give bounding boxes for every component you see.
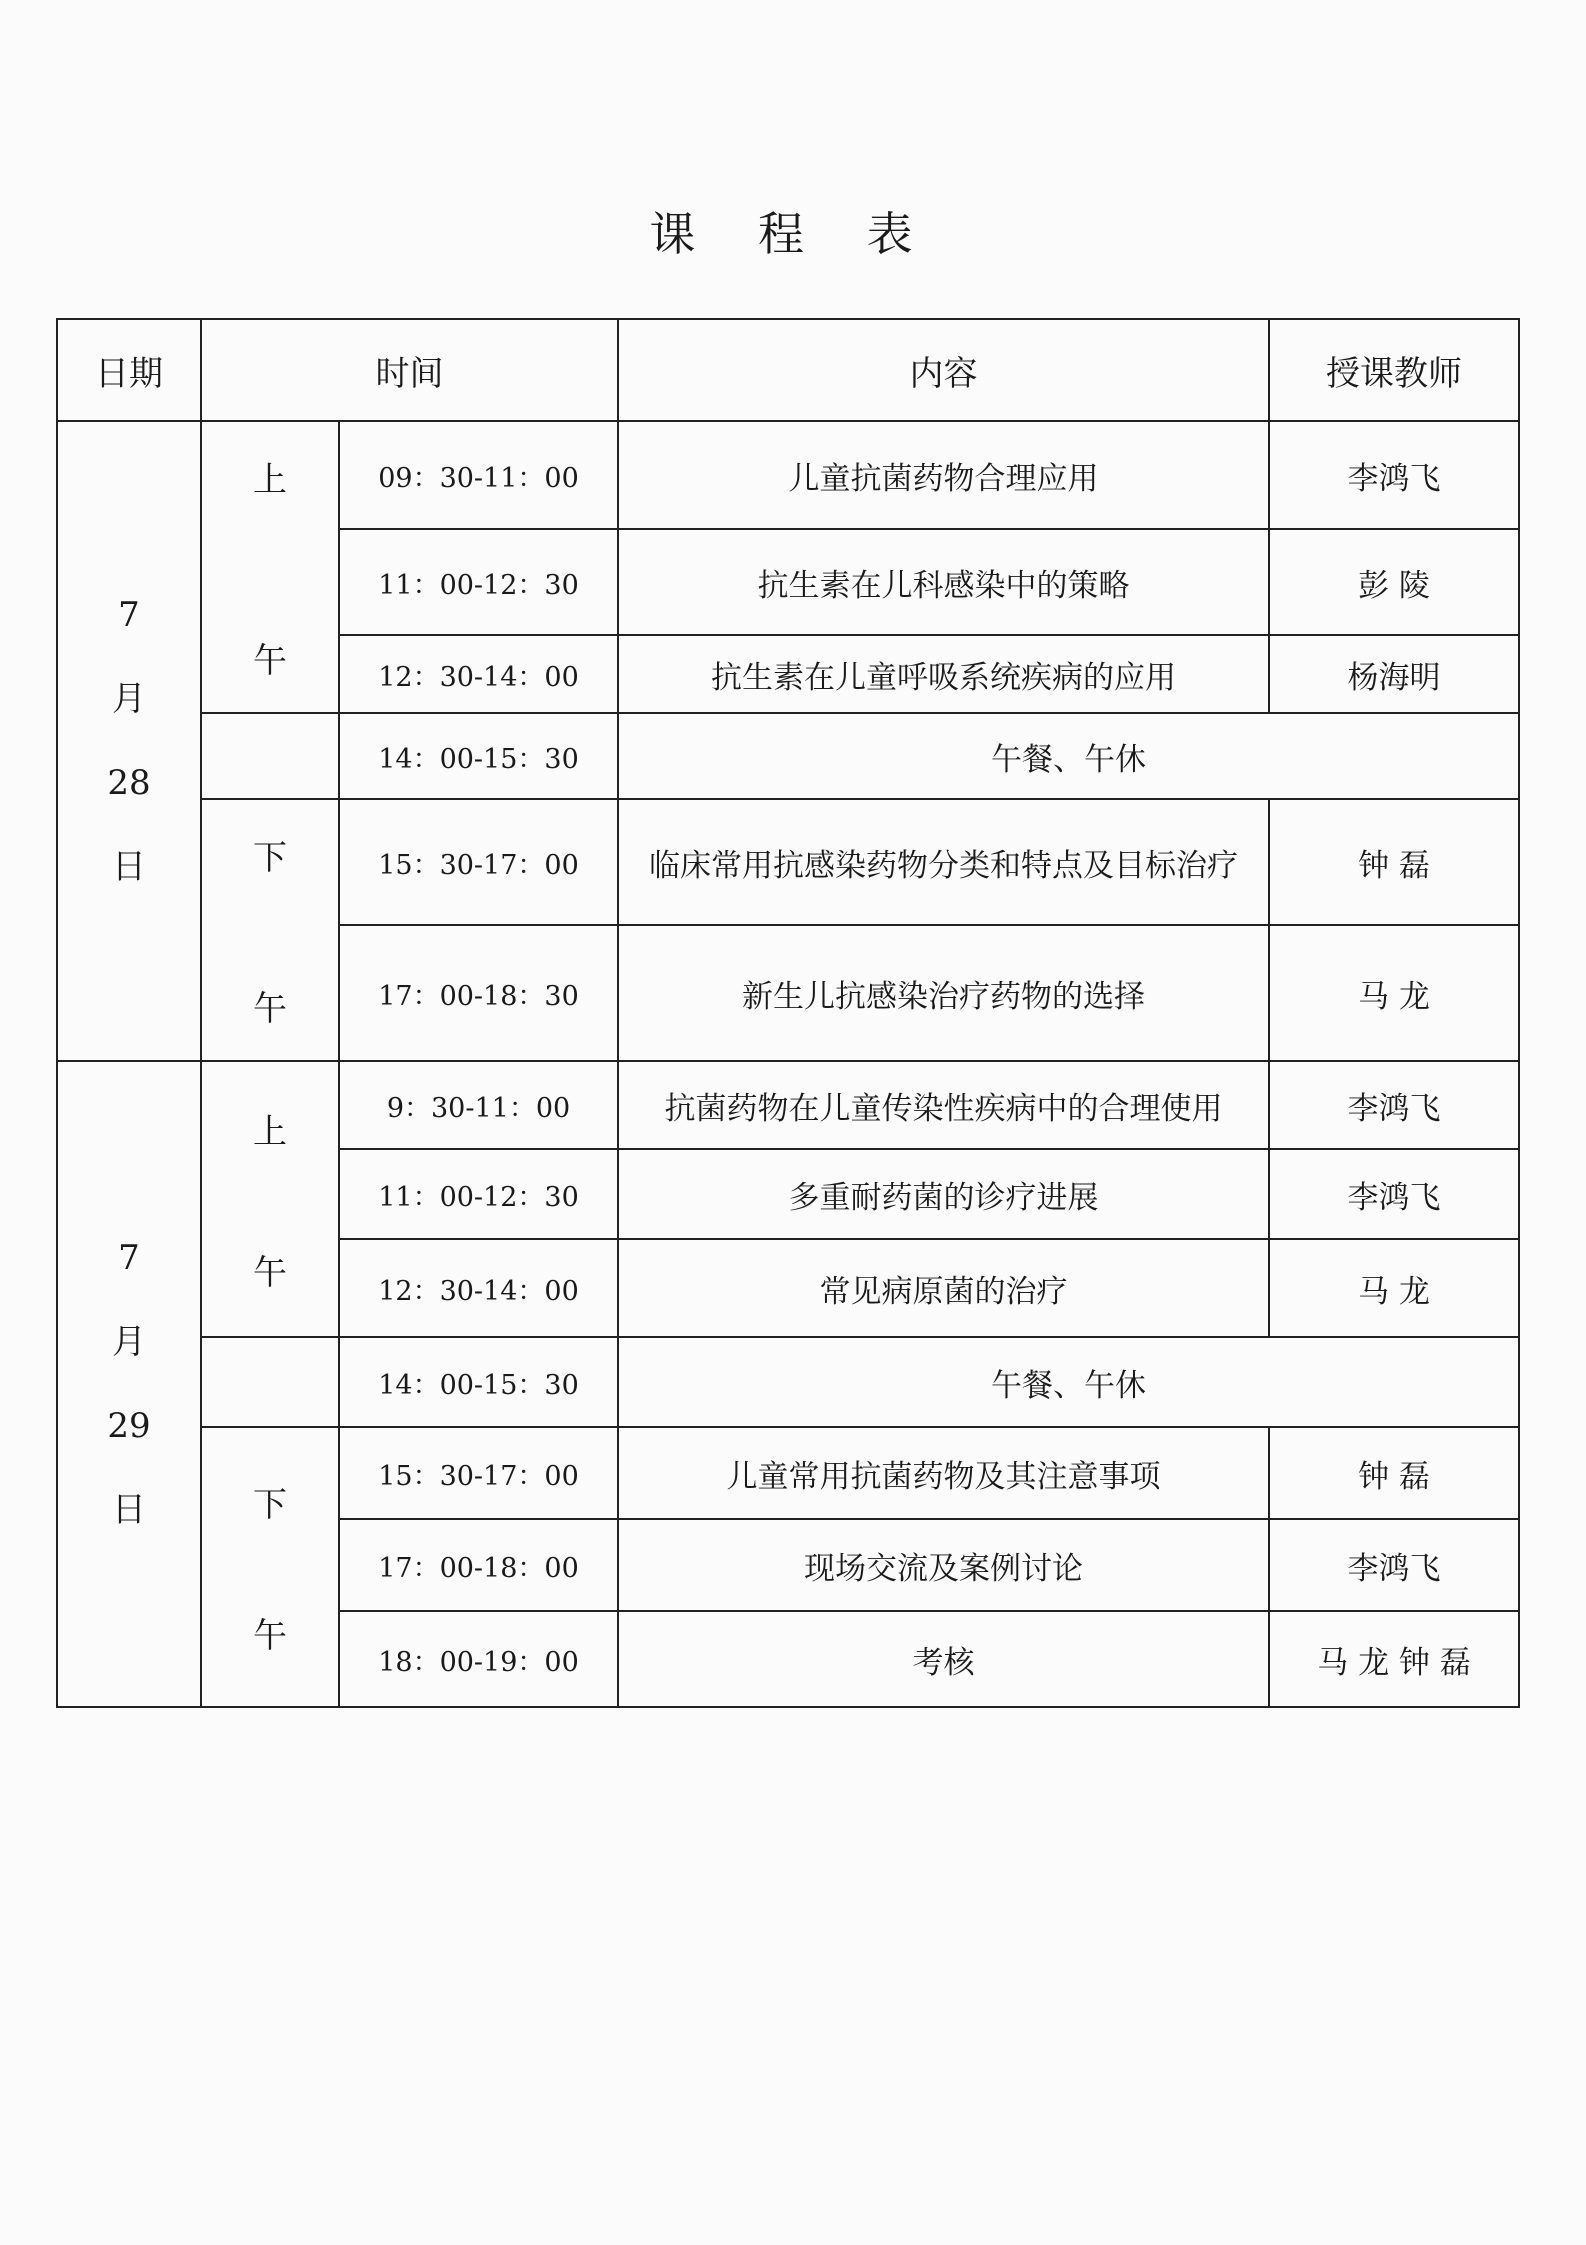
teacher-cell: 彭 陵 (1269, 529, 1519, 635)
half-label-top: 上 (253, 460, 287, 500)
empty-half-cell (201, 1337, 339, 1427)
date-char: 29 (107, 1406, 151, 1446)
morning-label-day1 (201, 421, 339, 713)
content-cell: 临床常用抗感染药物分类和特点及目标治疗 (618, 799, 1269, 925)
date-char: 月 (112, 1322, 146, 1362)
table-row (57, 799, 1519, 925)
schedule-table (56, 318, 1520, 1708)
teacher-cell: 马 龙 钟 磊 (1269, 1611, 1519, 1707)
date-char: 日 (112, 847, 146, 887)
header-teacher: 授课教师 (1269, 319, 1519, 421)
empty-half-cell (201, 713, 339, 799)
date-cell-day1 (57, 421, 201, 1061)
afternoon-label-day1 (201, 799, 339, 1061)
header-date: 日期 (57, 319, 201, 421)
table-row-break (57, 713, 1519, 799)
content-cell: 儿童常用抗菌药物及其注意事项 (618, 1427, 1269, 1519)
content-cell: 现场交流及案例讨论 (618, 1519, 1269, 1611)
teacher-cell: 钟 磊 (1269, 799, 1519, 925)
half-label-top: 下 (253, 1485, 287, 1525)
time-cell: 15：30-17：00 (339, 1427, 618, 1519)
half-label-top: 上 (253, 1112, 287, 1152)
time-cell: 14：00-15：30 (339, 1337, 618, 1427)
afternoon-label-day2 (201, 1427, 339, 1707)
teacher-cell: 李鸿飞 (1269, 421, 1519, 529)
time-cell: 11：00-12：30 (339, 1149, 618, 1239)
header-content: 内容 (618, 319, 1269, 421)
time-cell: 9：30-11：00 (339, 1061, 618, 1149)
half-label-bottom: 午 (253, 989, 287, 1029)
content-cell: 抗生素在儿童呼吸系统疾病的应用 (618, 635, 1269, 713)
teacher-cell: 杨海明 (1269, 635, 1519, 713)
teacher-cell: 马 龙 (1269, 925, 1519, 1061)
break-content-cell: 午餐、午休 (618, 713, 1519, 799)
time-cell: 11：00-12：30 (339, 529, 618, 635)
table-row-break (57, 1337, 1519, 1427)
table-row (57, 421, 1519, 529)
morning-label-day2 (201, 1061, 339, 1337)
date-char: 7 (118, 595, 140, 635)
content-cell: 新生儿抗感染治疗药物的选择 (618, 925, 1269, 1061)
table-row (57, 1061, 1519, 1149)
table-row (57, 1427, 1519, 1519)
date-char: 7 (118, 1238, 140, 1278)
teacher-cell: 李鸿飞 (1269, 1149, 1519, 1239)
teacher-cell: 钟 磊 (1269, 1427, 1519, 1519)
time-cell: 12：30-14：00 (339, 1239, 618, 1337)
content-cell: 抗菌药物在儿童传染性疾病中的合理使用 (618, 1061, 1269, 1149)
date-cell-day2 (57, 1061, 201, 1707)
content-cell: 常见病原菌的治疗 (618, 1239, 1269, 1337)
content-cell: 抗生素在儿科感染中的策略 (618, 529, 1269, 635)
time-cell: 17：00-18：00 (339, 1519, 618, 1611)
half-label-bottom: 午 (253, 641, 287, 681)
teacher-cell: 马 龙 (1269, 1239, 1519, 1337)
half-label-bottom: 午 (253, 1616, 287, 1656)
content-cell: 儿童抗菌药物合理应用 (618, 421, 1269, 529)
time-cell: 14：00-15：30 (339, 713, 618, 799)
break-content-cell: 午餐、午休 (618, 1337, 1519, 1427)
content-cell: 考核 (618, 1611, 1269, 1707)
date-char: 28 (107, 763, 151, 803)
teacher-cell: 李鸿飞 (1269, 1519, 1519, 1611)
page-title: 课 程 表 (649, 207, 937, 261)
time-cell: 09：30-11：00 (339, 421, 618, 529)
time-cell: 17：00-18：30 (339, 925, 618, 1061)
time-cell: 18：00-19：00 (339, 1611, 618, 1707)
teacher-cell: 李鸿飞 (1269, 1061, 1519, 1149)
date-char: 月 (112, 679, 146, 719)
half-label-bottom: 午 (253, 1253, 287, 1293)
time-cell: 12：30-14：00 (339, 635, 618, 713)
time-cell: 15：30-17：00 (339, 799, 618, 925)
date-char: 日 (112, 1490, 146, 1530)
header-row (57, 319, 1519, 421)
header-time: 时间 (201, 319, 618, 421)
content-cell: 多重耐药菌的诊疗进展 (618, 1149, 1269, 1239)
half-label-top: 下 (253, 838, 287, 878)
